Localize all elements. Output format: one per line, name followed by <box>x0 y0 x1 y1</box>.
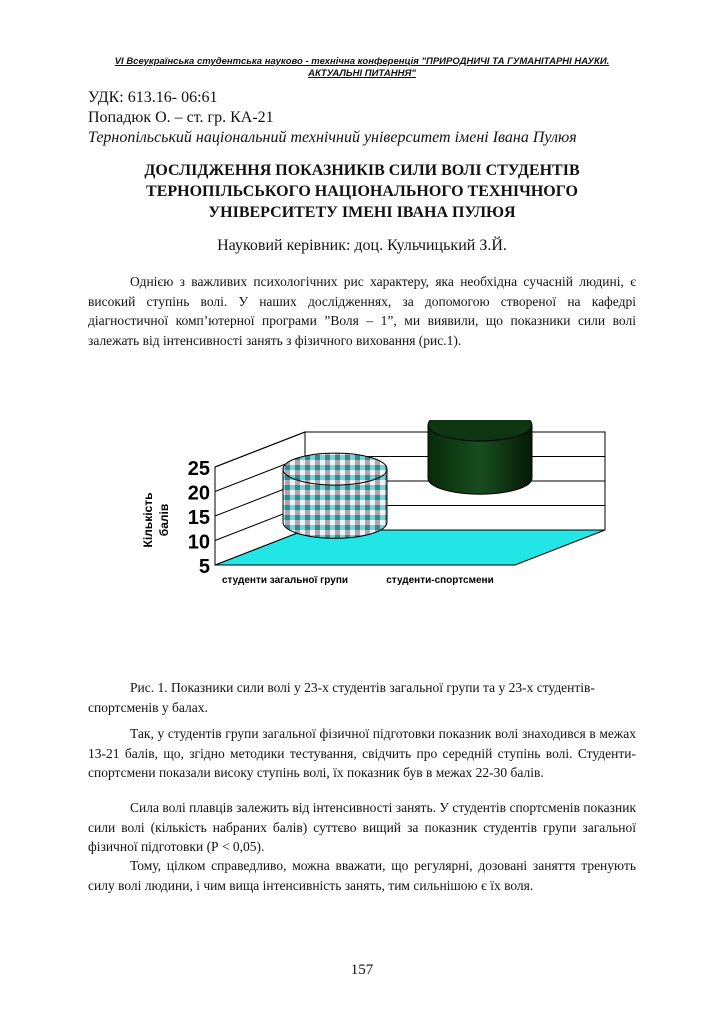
y-axis-label-line1: Кількість <box>141 492 155 548</box>
y-tick-label: 20 <box>187 482 210 505</box>
body-paragraph-3: Тому, цілком справедливо, можна вважати, що регулярні, дозовані заняття тренують силу волі людини, і чим вища інтенсивність занять, тим сильнішою є їх воля. <box>88 858 636 893</box>
advisor-line: Науковий керівник: доц. Кульчицький З.Й. <box>217 237 507 254</box>
y-tick-label: 5 <box>198 556 210 578</box>
bar-general-group <box>283 453 387 538</box>
conference-header-line1: VI Всеукраїнська студентська науково - технічна конференція "ПРИРОДНИЧІ ТА ГУМАНІТАРНІ НАУКИ. <box>114 56 610 67</box>
udc-code: УДК: 613.16- 06:61 <box>88 89 218 106</box>
paper-title <box>80 160 644 223</box>
body-paragraph-2: Сила волі плавців залежить від інтенсивності занять. У студентів спортсменів показник сили волі (кількість набраних балів) суттєво вищий за показник студентів групи загальної фізичної підготовки (Р < 0,05). <box>88 800 636 854</box>
title-line2: ТЕРНОПІЛЬСЬКОГО НАЦІОНАЛЬНОГО ТЕХНІЧНОГО <box>146 183 578 200</box>
title-line1: ДОСЛІДЖЕННЯ ПОКАЗНИКІВ СИЛИ ВОЛІ СТУДЕНТІВ <box>144 162 580 179</box>
body-paragraph-1: Так, у студентів групи загальної фізичної підготовки показник волі знаходився в межах 13-21 балів, що, згідно методики тестування, свідчить про середній ступінь волі. Студенти-спортсмени показали високу ступінь волі, їх показник був в межах 22-30 балів. <box>88 726 636 780</box>
y-tick-label: 15 <box>187 507 210 529</box>
bar-athletes <box>428 420 532 494</box>
page-number: 157 <box>350 962 374 978</box>
bar-top <box>283 453 387 485</box>
conference-header-line2: АКТУАЛЬНІ ПИТАННЯ" <box>308 68 416 79</box>
chart-y-ticks <box>188 458 210 578</box>
title-line3: УНІВЕРСИТЕТУ ІМЕНІ ІВАНА ПУЛЮЯ <box>208 204 516 221</box>
y-axis-label-line2: балів <box>157 503 171 537</box>
conference-header <box>60 56 664 80</box>
affiliation-line: Тернопільський національний технічний університет імені Івана Пулюя <box>88 129 577 146</box>
author-line: Попадюк О. – ст. гр. КА-21 <box>88 109 274 126</box>
x-tick-label: студенти загальної групи <box>221 575 349 586</box>
x-tick-label: студенти-спортсмени <box>386 575 494 586</box>
figure-caption: Рис. 1. Показники сили волі у 23-х студентів загальної групи та у 23-х студентів-спортсменів у балах. <box>88 680 595 715</box>
chart-x-labels <box>222 575 494 586</box>
intro-paragraph: Однією з важливих психологічних рис характеру, яка необхідна сучасній людині, є високий ступінь волі. У наших дослідженнях, за допомогою створеної на кафедрі діагностичної комп’ютерної програми ”Воля – 1”, ми виявили, що показники сили волі залежать від інтенсивності занять з фізичного виховання (рис.1). <box>88 274 636 348</box>
willpower-chart <box>130 420 610 600</box>
y-tick-label: 25 <box>187 458 210 480</box>
y-tick-label: 10 <box>187 531 210 554</box>
